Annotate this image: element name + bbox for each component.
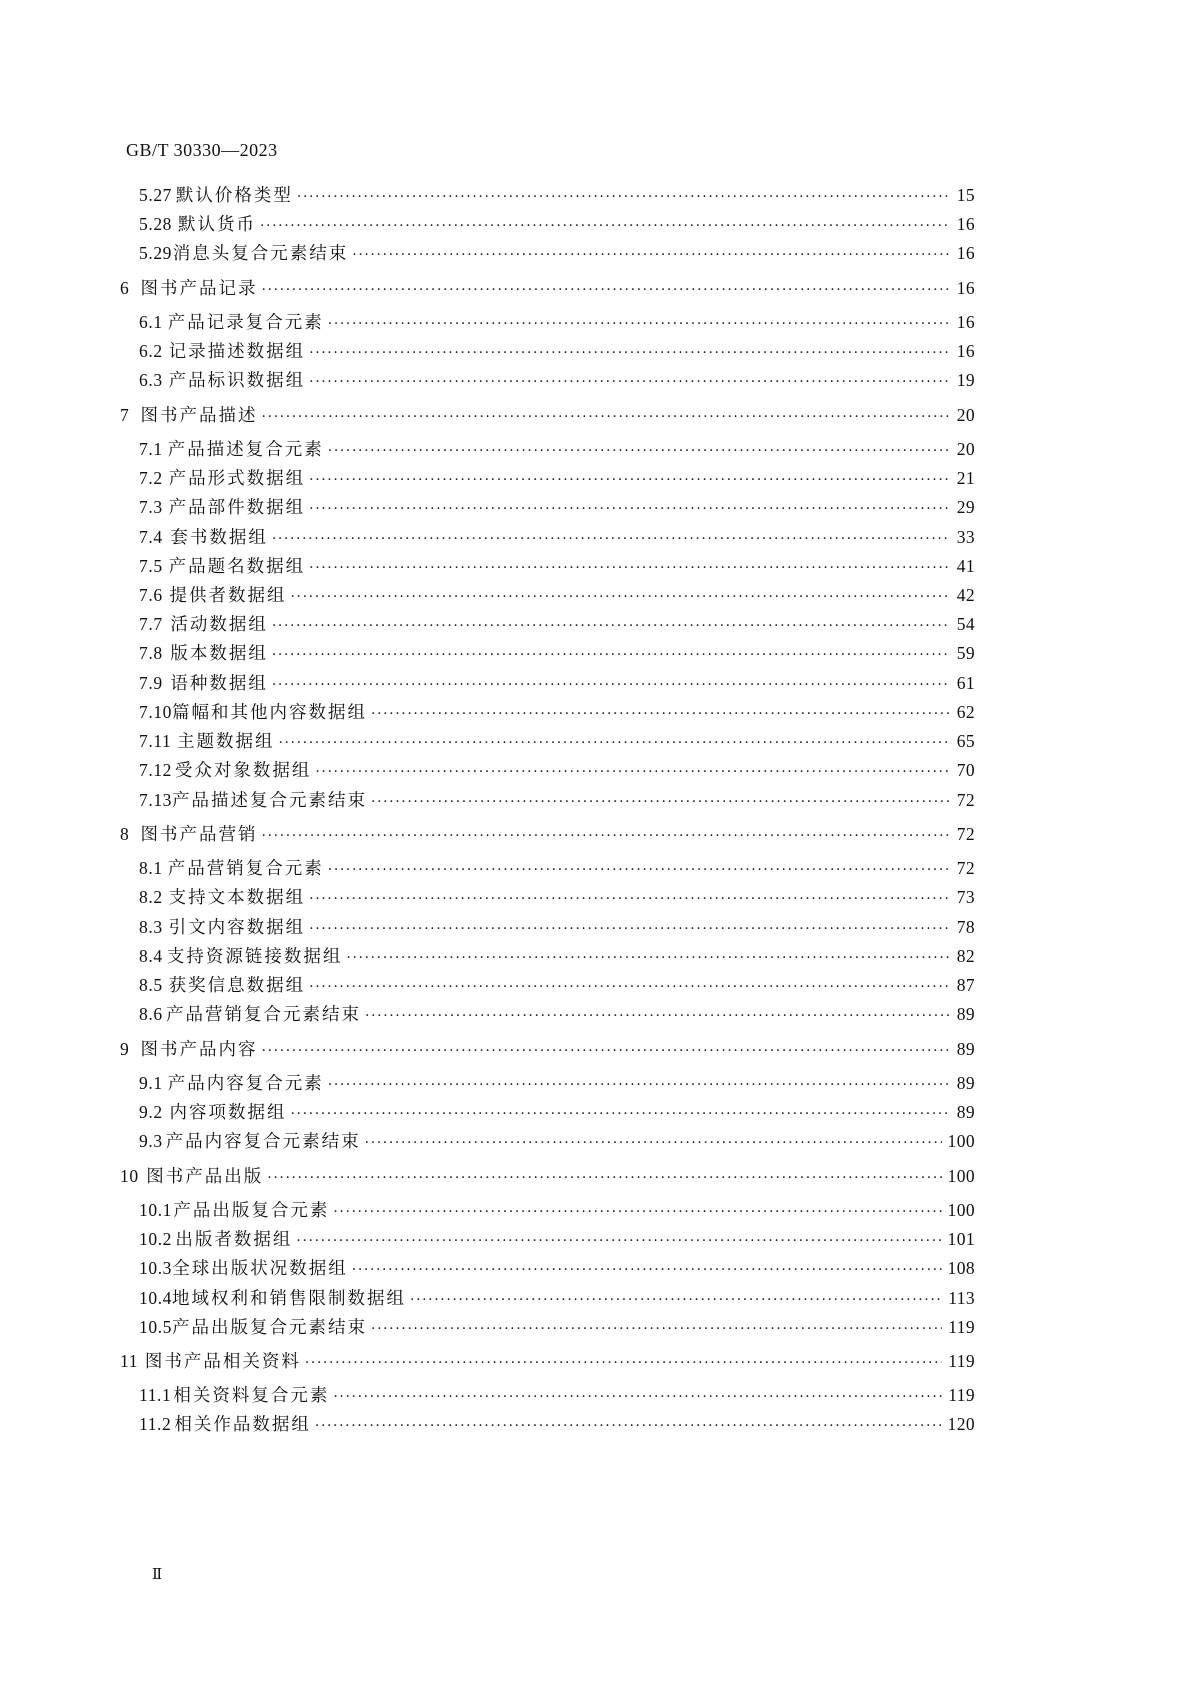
toc-entry-number: 10.2 bbox=[139, 1229, 173, 1249]
toc-entry-number: 7.12 bbox=[139, 760, 173, 780]
toc-entry-title: 产品出版复合元素 bbox=[173, 1201, 330, 1221]
toc-entry-number: 7.11 bbox=[139, 731, 172, 751]
toc-entry-page: 41 bbox=[956, 556, 975, 576]
toc-entry-number: 7.8 bbox=[139, 643, 163, 663]
toc-entry-number: 7.7 bbox=[139, 614, 163, 634]
toc-entry-title: 产品描述复合元素 bbox=[167, 440, 324, 460]
toc-entry[interactable] bbox=[139, 884, 975, 908]
toc-entry-title: 出版者数据组 bbox=[175, 1230, 293, 1250]
toc-entry[interactable] bbox=[139, 787, 975, 811]
dot-leader bbox=[262, 828, 951, 844]
dot-leader bbox=[328, 862, 951, 878]
toc-entry-title: 内容项数据组 bbox=[169, 1103, 287, 1123]
toc-entry-title: 图书产品出版 bbox=[146, 1167, 264, 1187]
toc-entry-title: 相关资料复合元素 bbox=[173, 1386, 330, 1406]
toc-entry-number: 9.3 bbox=[139, 1131, 163, 1151]
dot-leader bbox=[296, 1233, 941, 1249]
toc-entry[interactable] bbox=[120, 275, 975, 299]
dot-leader bbox=[272, 618, 951, 634]
dot-leader bbox=[371, 706, 951, 722]
toc-entry[interactable] bbox=[139, 943, 975, 967]
toc-entry-page: 100 bbox=[947, 1166, 975, 1186]
dot-leader bbox=[328, 316, 951, 332]
toc-entry-number: 6.1 bbox=[139, 312, 163, 332]
dot-leader bbox=[309, 472, 951, 488]
dot-leader bbox=[333, 1204, 941, 1220]
dot-leader bbox=[371, 1321, 942, 1337]
toc-entry-title: 相关作品数据组 bbox=[174, 1415, 311, 1435]
toc-entry-page: 119 bbox=[948, 1351, 975, 1371]
toc-entry-title: 地域权利和销售限制数据组 bbox=[172, 1289, 407, 1309]
toc-entry[interactable] bbox=[139, 524, 975, 548]
dot-leader bbox=[410, 1292, 942, 1308]
toc-entry-page: 72 bbox=[956, 858, 975, 878]
toc-entry-number: 8.6 bbox=[139, 1004, 163, 1024]
toc-entry-page: 54 bbox=[956, 614, 975, 634]
toc-entry[interactable] bbox=[139, 1128, 975, 1152]
toc-entry-number: 7.10 bbox=[139, 702, 173, 722]
dot-leader bbox=[371, 794, 951, 810]
toc-entry-number: 10.5 bbox=[139, 1317, 173, 1337]
toc-entry[interactable] bbox=[139, 611, 975, 635]
toc-entry[interactable] bbox=[139, 1099, 975, 1123]
toc-entry-page: 120 bbox=[947, 1414, 975, 1434]
toc-entry-number: 5.27 bbox=[139, 185, 173, 205]
toc-entry-number: 6.3 bbox=[139, 370, 163, 390]
dot-leader bbox=[262, 1043, 951, 1059]
toc-entry[interactable] bbox=[139, 465, 975, 489]
toc-entry[interactable] bbox=[139, 582, 975, 606]
dot-leader bbox=[315, 1418, 942, 1434]
toc-entry-title: 提供者数据组 bbox=[169, 586, 287, 606]
toc-entry-title: 图书产品营销 bbox=[140, 825, 258, 845]
toc-entry[interactable] bbox=[139, 338, 975, 362]
dot-leader bbox=[305, 1355, 942, 1371]
toc-entry-title: 图书产品描述 bbox=[140, 406, 258, 426]
toc-entry-number: 8 bbox=[120, 824, 130, 844]
toc-entry-number: 7.3 bbox=[139, 497, 163, 517]
toc-entry-page: 20 bbox=[956, 405, 975, 425]
toc-entry-number: 5.29 bbox=[139, 243, 173, 263]
toc-entry-number: 11 bbox=[120, 1351, 139, 1371]
dot-leader bbox=[346, 950, 950, 966]
toc-entry-title: 消息头复合元素结束 bbox=[172, 244, 349, 264]
page-number: Ⅱ bbox=[152, 1567, 163, 1583]
toc-entry-page: 16 bbox=[956, 341, 975, 361]
dot-leader bbox=[315, 764, 950, 780]
dot-leader bbox=[297, 189, 951, 205]
toc-entry-title: 篇幅和其他内容数据组 bbox=[172, 703, 368, 723]
toc-entry-title: 主题数据组 bbox=[176, 732, 275, 752]
toc-entry[interactable] bbox=[120, 1036, 975, 1060]
toc-entry-page: 62 bbox=[956, 702, 975, 722]
toc-entry-number: 8.4 bbox=[139, 946, 163, 966]
toc-entry-title: 产品内容复合元素 bbox=[167, 1074, 324, 1094]
dot-leader bbox=[352, 247, 950, 263]
toc-entry-number: 7.1 bbox=[139, 439, 163, 459]
toc-entry-number: 7.4 bbox=[139, 527, 163, 547]
toc-entry[interactable] bbox=[139, 699, 975, 723]
toc-entry-page: 20 bbox=[956, 439, 975, 459]
dot-leader bbox=[309, 501, 951, 517]
toc-entry[interactable] bbox=[139, 367, 975, 391]
toc-entry-page: 89 bbox=[956, 1102, 975, 1122]
toc-entry-title: 记录描述数据组 bbox=[168, 342, 306, 362]
toc-entry-number: 9.1 bbox=[139, 1073, 163, 1093]
toc-entry-title: 语种数据组 bbox=[170, 674, 268, 694]
toc-entry-page: 82 bbox=[956, 946, 975, 966]
dot-leader bbox=[309, 891, 951, 907]
dot-leader bbox=[262, 409, 951, 425]
toc-entry-page: 89 bbox=[956, 1073, 975, 1093]
dot-leader bbox=[365, 1135, 942, 1151]
toc-entry-number: 8.5 bbox=[139, 975, 163, 995]
toc-entry-title: 产品部件数据组 bbox=[168, 498, 306, 518]
toc-entry-number: 6 bbox=[120, 278, 130, 298]
document-id-header: GB/T 30330—2023 bbox=[126, 140, 278, 160]
toc-entry[interactable] bbox=[139, 309, 975, 333]
toc-entry-page: 65 bbox=[956, 731, 975, 751]
toc-entry-number: 11.1 bbox=[139, 1385, 172, 1405]
dot-leader bbox=[272, 647, 951, 663]
toc-entry-page: 119 bbox=[948, 1385, 975, 1405]
toc-entry-number: 6.2 bbox=[139, 341, 163, 361]
toc-entry-page: 72 bbox=[956, 824, 975, 844]
toc-entry[interactable] bbox=[139, 1382, 975, 1406]
toc-entry-title: 全球出版状况数据组 bbox=[172, 1259, 348, 1279]
toc-entry-page: 113 bbox=[948, 1288, 975, 1308]
toc-entry[interactable] bbox=[139, 972, 975, 996]
toc-entry-page: 19 bbox=[956, 370, 975, 390]
dot-leader bbox=[267, 1170, 941, 1186]
toc-entry-title: 产品内容复合元素结束 bbox=[165, 1132, 361, 1152]
toc-entry-number: 7.5 bbox=[139, 556, 163, 576]
toc-entry[interactable] bbox=[139, 1255, 975, 1279]
toc-entry[interactable] bbox=[139, 1001, 975, 1025]
dot-leader bbox=[262, 282, 951, 298]
toc-entry[interactable] bbox=[139, 757, 975, 781]
toc-entry-page: 108 bbox=[947, 1258, 975, 1278]
toc-entry-title: 获奖信息数据组 bbox=[168, 976, 306, 996]
toc-entry-page: 119 bbox=[948, 1317, 975, 1337]
toc-entry-number: 10 bbox=[120, 1166, 139, 1186]
toc-entry-page: 16 bbox=[956, 243, 975, 263]
toc-entry-title: 活动数据组 bbox=[170, 615, 268, 635]
dot-leader bbox=[333, 1389, 942, 1405]
dot-leader bbox=[309, 345, 951, 361]
toc-entry[interactable] bbox=[139, 728, 975, 752]
dot-leader bbox=[272, 531, 951, 547]
dot-leader bbox=[309, 921, 951, 937]
toc-entry-page: 89 bbox=[956, 1004, 975, 1024]
toc-entry-title: 套书数据组 bbox=[170, 528, 268, 548]
toc-entry-number: 8.1 bbox=[139, 858, 163, 878]
toc-entry-page: 101 bbox=[947, 1229, 975, 1249]
toc-entry-title: 产品题名数据组 bbox=[168, 557, 306, 577]
toc-entry-page: 59 bbox=[956, 643, 975, 663]
toc-entry-title: 版本数据组 bbox=[170, 644, 268, 664]
toc-entry-page: 89 bbox=[956, 1039, 975, 1059]
toc-entry-title: 产品标识数据组 bbox=[168, 371, 306, 391]
toc-entry-title: 支持资源链接数据组 bbox=[166, 947, 343, 967]
toc-entry-title: 引文内容数据组 bbox=[168, 918, 306, 938]
dot-leader bbox=[352, 1262, 942, 1278]
toc-entry[interactable] bbox=[139, 670, 975, 694]
dot-leader bbox=[309, 374, 951, 390]
toc-entry-page: 21 bbox=[956, 468, 975, 488]
toc-entry[interactable] bbox=[139, 182, 975, 206]
toc-entry[interactable] bbox=[139, 914, 975, 938]
toc-entry[interactable] bbox=[120, 821, 975, 845]
dot-leader bbox=[278, 735, 950, 751]
toc-entry-page: 16 bbox=[956, 214, 975, 234]
toc-entry[interactable] bbox=[139, 1226, 975, 1250]
toc-entry-number: 8.2 bbox=[139, 887, 163, 907]
toc-entry-title: 产品描述复合元素结束 bbox=[172, 791, 368, 811]
toc-entry[interactable] bbox=[139, 436, 975, 460]
toc-entry[interactable] bbox=[139, 1197, 975, 1221]
toc-entry[interactable] bbox=[139, 640, 975, 664]
dot-leader bbox=[309, 979, 951, 995]
toc-entry-title: 产品记录复合元素 bbox=[167, 313, 324, 333]
toc-entry-title: 产品营销复合元素 bbox=[167, 859, 324, 879]
dot-leader bbox=[328, 1077, 951, 1093]
toc-entry-page: 72 bbox=[956, 790, 975, 810]
toc-entry[interactable] bbox=[139, 1314, 975, 1338]
toc-entry[interactable] bbox=[139, 1070, 975, 1094]
toc-entry-title: 产品营销复合元素结束 bbox=[166, 1005, 362, 1025]
toc-entry-number: 9.2 bbox=[139, 1102, 163, 1122]
toc-entry-page: 16 bbox=[956, 312, 975, 332]
toc-entry-number: 9 bbox=[120, 1039, 130, 1059]
dot-leader bbox=[365, 1008, 951, 1024]
toc-entry[interactable] bbox=[139, 240, 975, 264]
toc-entry-page: 42 bbox=[956, 585, 975, 605]
toc-entry-page: 33 bbox=[956, 527, 975, 547]
toc-entry[interactable] bbox=[139, 494, 975, 518]
toc-entry-page: 100 bbox=[947, 1131, 975, 1151]
dot-leader bbox=[260, 218, 951, 234]
toc-entry-number: 7.6 bbox=[139, 585, 163, 605]
toc-entry-page: 15 bbox=[956, 185, 975, 205]
toc-entry-number: 7.9 bbox=[139, 673, 163, 693]
toc-entry-number: 5.28 bbox=[139, 214, 173, 234]
dot-leader bbox=[309, 560, 951, 576]
toc-entry-page: 73 bbox=[956, 887, 975, 907]
dot-leader bbox=[272, 677, 951, 693]
toc-entry[interactable] bbox=[139, 1411, 975, 1435]
toc-entry-page: 29 bbox=[956, 497, 975, 517]
dot-leader bbox=[291, 589, 951, 605]
toc-entry-number: 10.4 bbox=[139, 1288, 173, 1308]
toc-entry-number: 11.2 bbox=[139, 1414, 172, 1434]
toc-entry-number: 7.13 bbox=[139, 790, 173, 810]
toc-entry-page: 16 bbox=[956, 278, 975, 298]
toc-entry[interactable] bbox=[139, 553, 975, 577]
toc-entry-title: 受众对象数据组 bbox=[174, 761, 312, 781]
toc-entry-title: 默认货币 bbox=[178, 215, 256, 235]
toc-entry-page: 100 bbox=[947, 1200, 975, 1220]
toc-entry-title: 产品出版复合元素结束 bbox=[172, 1318, 368, 1338]
toc-entry-page: 61 bbox=[956, 673, 975, 693]
toc-entry-page: 87 bbox=[956, 975, 975, 995]
toc-entry[interactable] bbox=[120, 402, 975, 426]
toc-entry[interactable] bbox=[120, 1348, 975, 1372]
toc-entry-number: 7 bbox=[120, 405, 130, 425]
toc-entry[interactable] bbox=[139, 211, 975, 235]
dot-leader bbox=[328, 443, 951, 459]
toc-entry-number: 10.3 bbox=[139, 1258, 173, 1278]
toc-entry-title: 支持文本数据组 bbox=[168, 888, 306, 908]
toc-entry[interactable] bbox=[120, 1163, 975, 1187]
toc-entry-page: 78 bbox=[956, 917, 975, 937]
toc-entry-number: 10.1 bbox=[139, 1200, 173, 1220]
toc-entry[interactable] bbox=[139, 1285, 975, 1309]
toc-entry-title: 图书产品记录 bbox=[140, 279, 258, 299]
dot-leader bbox=[291, 1106, 951, 1122]
toc-entry-number: 8.3 bbox=[139, 917, 163, 937]
toc-entry-number: 7.2 bbox=[139, 468, 163, 488]
toc-entry-title: 产品形式数据组 bbox=[168, 469, 306, 489]
toc-entry[interactable] bbox=[139, 855, 975, 879]
toc-entry-page: 70 bbox=[956, 760, 975, 780]
toc-entry-title: 默认价格类型 bbox=[175, 186, 293, 206]
toc-entry-title: 图书产品内容 bbox=[140, 1040, 258, 1060]
toc-entry-title: 图书产品相关资料 bbox=[144, 1352, 301, 1372]
